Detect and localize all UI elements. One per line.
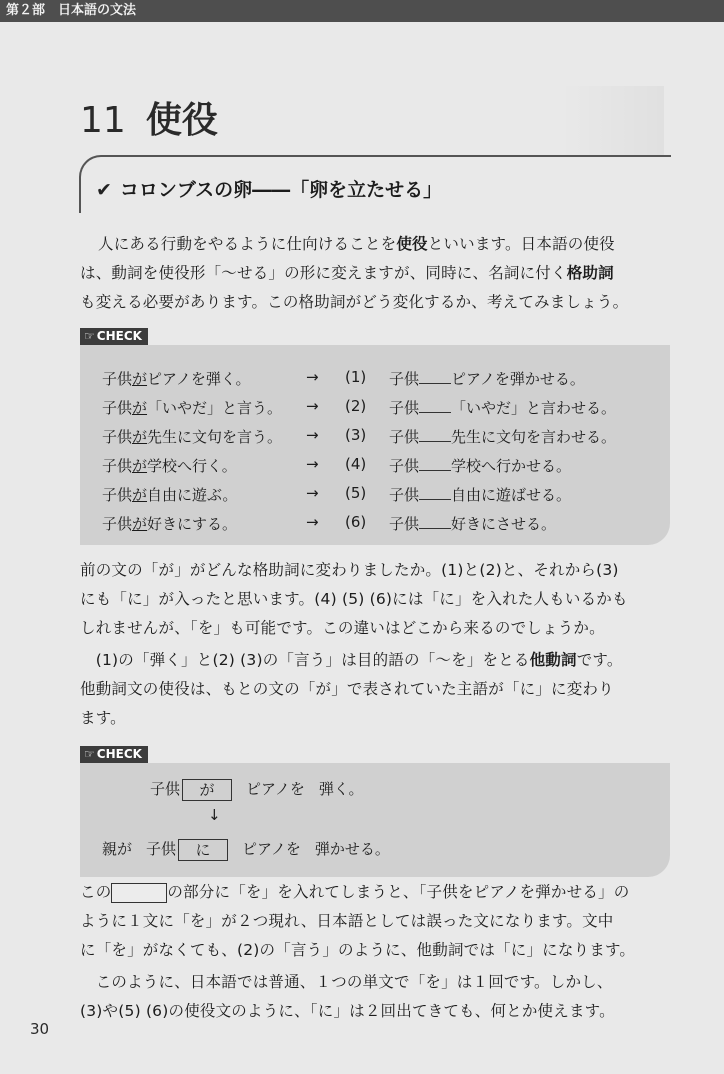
check1-causative-sentence [389, 426, 616, 447]
chapter-title: 使役 [145, 100, 218, 141]
predicate: 「いやだ」と言わせる。 [451, 399, 617, 417]
pin-icon: ☞ [84, 329, 95, 343]
diagram-subject: 子供 [150, 780, 181, 798]
subject: 子供 [102, 399, 133, 417]
predicate: 自由に遊ばせる。 [451, 486, 572, 504]
subject: 子供 [389, 486, 420, 504]
intro-line-1 [98, 230, 615, 259]
particle-ga: が [132, 486, 148, 504]
subject: 子供 [102, 486, 133, 504]
diagram-arrow: ↓ [208, 806, 221, 824]
term-shieki: 使役 [396, 235, 428, 253]
subject: 子供 [389, 428, 420, 446]
para3-line-5: (3)や(5) (6)の使役文のように、「に」は２回出てきても、何とか使えます。 [80, 1002, 615, 1020]
predicate: 学校へ行く。 [147, 457, 237, 475]
intro-text: といいます。日本語の使役 [427, 235, 615, 253]
chapter-number: 11 [80, 100, 126, 141]
diagram-row-1 [150, 778, 364, 801]
pin-icon: ☞ [84, 747, 95, 761]
particle-ga: が [132, 515, 148, 533]
page-number: 30 [30, 1020, 50, 1038]
page-title [80, 92, 218, 143]
section-heading [96, 175, 442, 202]
running-header [0, 0, 724, 22]
exercise-number: (1) [345, 368, 367, 386]
predicate: ピアノを弾かせる。 [451, 370, 585, 388]
particle-ga: が [132, 370, 148, 388]
subject: 子供 [389, 515, 420, 533]
predicate: 好きにする。 [147, 515, 238, 533]
check1-source-sentence [102, 397, 282, 418]
empty-box [111, 883, 167, 903]
answer-blank [419, 398, 451, 413]
answer-blank [419, 485, 451, 500]
term-kakujoshi: 格助詞 [566, 264, 614, 282]
exercise-number: (4) [345, 455, 367, 473]
particle-ga: が [132, 428, 148, 446]
subject: 子供 [389, 399, 420, 417]
arrow-right-icon: → [306, 484, 319, 502]
term-tadoushi: 他動詞 [529, 651, 577, 669]
para3-text: の部分に「を」を入れてしまうと、「子供をピアノを弾かせる」の [167, 883, 630, 901]
subject: 子供 [102, 457, 133, 475]
arrow-right-icon: → [306, 513, 319, 531]
check1-source-sentence [102, 368, 251, 389]
predicate: 自由に遊ぶ。 [147, 486, 238, 504]
diagram-object: ピアノを [242, 840, 301, 858]
para2-line-2: にも「に」が入ったと思います。(4) (5) (6)には「に」を入れた人もいるかも [80, 590, 628, 608]
subject: 子供 [102, 428, 133, 446]
arrow-right-icon: → [306, 426, 319, 444]
intro-text: は、動詞を使役形「〜せる」の形に変えますが、同時に、名詞に付く [80, 264, 567, 282]
diagram-object: ピアノを [246, 780, 305, 798]
subject: 子供 [389, 370, 420, 388]
answer-blank [419, 427, 451, 442]
arrow-right-icon: → [306, 368, 319, 386]
check-mark-icon: ✔ [96, 179, 112, 201]
check-label-1 [80, 328, 148, 345]
particle-box: が [182, 779, 232, 801]
para2-line-1: 前の文の「が」がどんな格助詞に変わりましたか。(1)と(2)と、それから(3) [80, 561, 619, 579]
para2-line-5: 他動詞文の使役は、もとの文の「が」で表されていた主語が「に」に変わり [80, 680, 614, 698]
particle-box: に [178, 839, 228, 861]
check1-source-sentence [102, 484, 237, 505]
title-shade [560, 86, 664, 156]
section-heading-text: コロンブスの卵――「卵を立たせる」 [119, 179, 443, 201]
arrow-right-icon: → [306, 455, 319, 473]
subject: 子供 [102, 515, 133, 533]
answer-blank [419, 369, 451, 384]
particle-ga: が [132, 457, 148, 475]
para2-text: です。 [576, 651, 623, 669]
exercise-number: (6) [345, 513, 367, 531]
intro-line-2 [80, 259, 614, 288]
para2-line-6: ます。 [80, 709, 126, 727]
check1-causative-sentence [389, 513, 556, 534]
predicate: 先生に文句を言わせる。 [451, 428, 617, 446]
check1-source-sentence [102, 426, 282, 447]
predicate: ピアノを弾く。 [147, 370, 251, 388]
answer-blank [419, 456, 451, 471]
running-header-text: 第２部 日本語の文法 [6, 3, 137, 18]
para3-line-3: に「を」がなくても、(2)の「言う」のように、他動詞では「に」になります。 [80, 941, 636, 959]
check-label-text: CHECK [96, 747, 142, 761]
check-label-2 [80, 746, 148, 763]
check-label-text: CHECK [96, 329, 142, 343]
para2-line-3: しれませんが、「を」も可能です。この違いはどこから来るのでしょうか。 [80, 619, 605, 637]
particle-ga: が [132, 399, 148, 417]
exercise-number: (5) [345, 484, 367, 502]
check1-causative-sentence [389, 368, 585, 389]
check1-causative-sentence [389, 484, 571, 505]
check1-causative-sentence [389, 397, 616, 418]
check1-causative-sentence [389, 455, 571, 476]
check1-source-sentence [102, 513, 237, 534]
predicate: 「いやだ」と言う。 [147, 399, 283, 417]
para2-line-4 [80, 646, 623, 675]
check1-source-sentence [102, 455, 237, 476]
diagram-verb: 弾く。 [318, 780, 364, 798]
subject: 子供 [102, 370, 133, 388]
answer-blank [419, 514, 451, 529]
diagram-causer: 親が [102, 840, 133, 858]
intro-line-3: も変える必要があります。この格助詞がどう変化するか、考えてみましょう。 [80, 293, 629, 311]
exercise-number: (3) [345, 426, 367, 444]
diagram-row-2 [102, 838, 390, 861]
arrow-right-icon: → [306, 397, 319, 415]
subject: 子供 [389, 457, 420, 475]
diagram-subject: 子供 [146, 840, 177, 858]
predicate: 学校へ行かせる。 [451, 457, 572, 475]
para2-text: (1)の「弾く」と(2) (3)の「言う」は目的語の「〜を」をとる [80, 651, 530, 669]
predicate: 先生に文句を言う。 [147, 428, 283, 446]
intro-text: 人にある行動をやるように仕向けることを [98, 235, 397, 253]
exercise-number: (2) [345, 397, 367, 415]
para3-line-4: このように、日本語では普通、１つの単文で「を」は１回です。しかし、 [80, 973, 613, 991]
para3-line-1 [80, 878, 629, 907]
predicate: 好きにさせる。 [451, 515, 557, 533]
para3-line-2: ように１文に「を」が２つ現れ、日本語としては誤った文になります。文中 [80, 912, 614, 930]
diagram-verb: 弾かせる。 [314, 840, 390, 858]
para3-text: この [80, 883, 112, 901]
